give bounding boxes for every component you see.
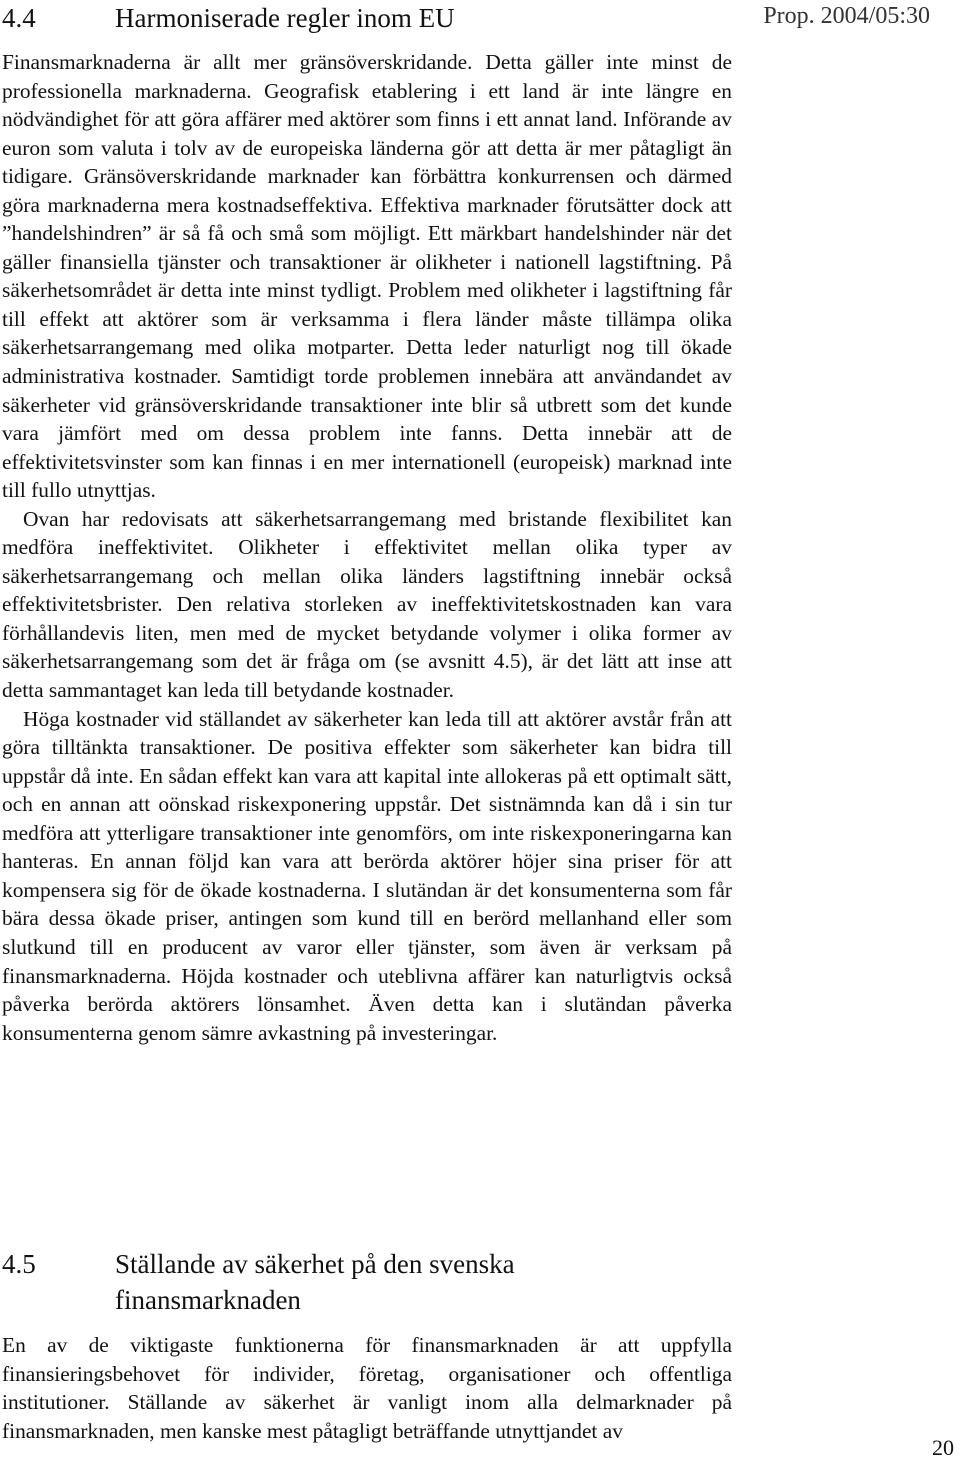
section-number: 4.5 (2, 1249, 36, 1279)
paragraph: Höga kostnader vid ställandet av säkerheter kan leda till att aktörer avstår från att göra tilltänkta transaktioner. De positiva effekter som säkerheter kan bidra till uppstår då inte. En sådan effekt kan vara att kapital inte allokeras på ett optimalt sätt, och en annan att oönskad riskexponering uppstår. Det sistnämnda kan då i sin tur medföra att ytterligare transaktioner inte genomförs, om inte riskexponeringarna kan hanteras. En annan följd kan vara att berörda aktörer höjer sina priser för att kompensera sig för de ökade kostnaderna. I slutändan är det konsumenterna som får bära dessa ökade priser, antingen som kund till en berörd mellanhand eller som slutkund till en producent av varor eller tjänster, som även är verksam på finansmarknaderna. Höjda kostnader och uteblivna affärer kan naturligtvis också påverka berörda aktörers lönsamhet. Även detta kan i slutändan påverka konsumenterna genom sämre avkastning på investeringar. (2, 706, 732, 1045)
section-title: Ställande av säkerhet på den svenska finansmarknaden (115, 1249, 515, 1315)
section-4-4-body (2, 48, 732, 1047)
section-heading-4-4 (2, 0, 555, 36)
section-heading-4-5 (2, 1246, 555, 1318)
section-title: Harmoniserade regler inom EU (115, 3, 455, 33)
section-number: 4.4 (2, 3, 36, 33)
page-number: 20 (932, 1435, 954, 1460)
paragraph: Ovan har redovisats att säkerhetsarrangemang med bristande flexibilitet kan medföra ineffektivitet. Olikheter i effektivitet mellan olika typer av säkerhetsarrangemang och mellan olika länders lagstiftning innebär också effektivitetsbrister. Den relativa storleken av ineffektivitetskostnaden kan vara förhållandevis liten, men med de mycket betydande volymer i olika former av säkerhetsarrangemang som det är fråga om (se avsnitt 4.5), är det lätt att inse att detta sammantaget kan leda till betydande kostnader. (2, 506, 732, 703)
proposition-reference: Prop. 2004/05:30 (763, 3, 930, 29)
section-4-5-body (2, 1331, 732, 1445)
paragraph: En av de viktigaste funktionerna för finansmarknaden är att uppfylla finansieringsbehovet för individer, företag, organisationer och offentliga institutioner. Ställande av säkerhet är vanligt inom alla delmarknader på finansmarknaden, men kanske mest påtagligt beträffande utnyttjandet av (2, 1333, 732, 1443)
paragraph: Finansmarknaderna är allt mer gränsöverskridande. Detta gäller inte minst de professionella marknaderna. Geografisk etablering i ett land är inte längre en nödvändighet för att göra affärer med aktörer som finns i ett annat land. Införande av euron som valuta i tolv av de europeiska länderna gör att detta är mer påtagligt än tidigare. Gränsöverskridande marknader kan förbättra konkurrensen och därmed göra marknaderna mera kostnadseffektiva. Effektiva marknader förutsätter dock att ”handelshindren” är så få och små som möjligt. Ett märkbart handelshinder när det gäller finansiella tjänster och transaktioner är olikheter i nationell lagstiftning. På säkerhetsområdet är detta inte minst tydligt. Problem med olikheter i lagstiftning får till effekt att aktörer som är verksamma i flera länder måste tillämpa olika säkerhetsarrangemang med olika motparter. Detta leder naturligt nog till ökade administrativa kostnader. Samtidigt torde problemen innebära att användandet av säkerheter vid gränsöverskridande transaktioner inte blir så utbrett som det kunde vara jämfört med om dessa problem inte fanns. Detta innebär att de effektivitetsvinster som kan finnas i en mer internationell (europeisk) marknad inte till fullo utnyttjas. (2, 50, 732, 503)
